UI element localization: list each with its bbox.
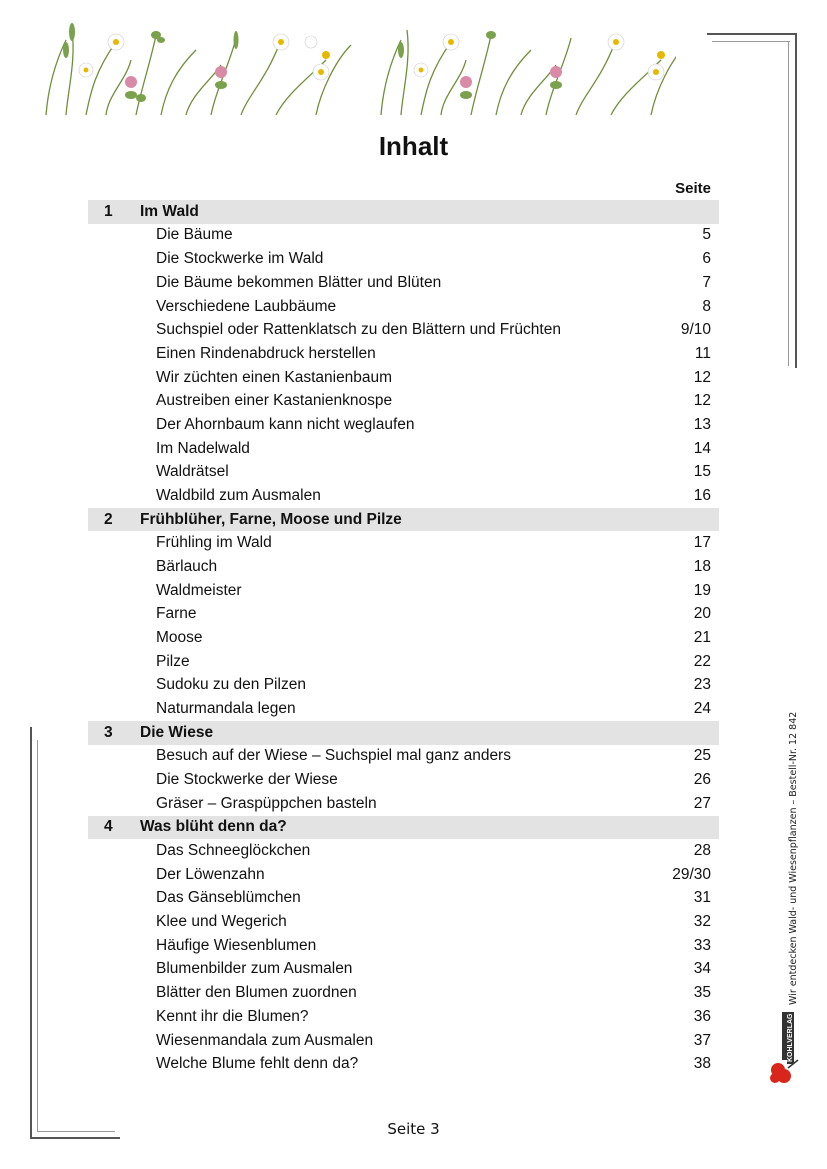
frame-top-right-inner-vertical [788, 41, 789, 366]
toc-entry-title: Pilze [156, 652, 190, 670]
toc-entry-title: Blumenbilder zum Ausmalen [156, 960, 353, 978]
toc-entry-page: 37 [693, 1031, 711, 1049]
toc-entry [88, 437, 719, 461]
toc-entry [88, 626, 719, 650]
toc-entry-title: Verschiedene Laubbäume [156, 297, 337, 315]
toc-entry-page: 34 [693, 960, 711, 978]
toc-entry-page: 6 [702, 250, 711, 268]
toc-entry-page: 8 [702, 297, 711, 315]
toc-entry-title: Gräser – Graspüppchen basteln [156, 794, 377, 812]
toc-entry-title: Die Stockwerke im Wald [156, 250, 324, 268]
page-number-footer: Seite 3 [387, 1120, 440, 1138]
section-row [88, 816, 719, 840]
toc-entry-title: Frühling im Wald [156, 534, 272, 552]
toc-entry-title: Waldmeister [156, 581, 242, 599]
toc-entry-page: 36 [693, 1007, 711, 1025]
toc-entry-page: 32 [693, 913, 711, 931]
section-row [88, 721, 719, 745]
toc-entry [88, 958, 719, 982]
toc-entry-title: Der Ahornbaum kann nicht weglaufen [156, 415, 415, 433]
toc-entry-page: 27 [693, 794, 711, 812]
toc-entry-page: 17 [693, 534, 711, 552]
toc-entry [88, 555, 719, 579]
toc-entry [88, 484, 719, 508]
toc-entry [88, 318, 719, 342]
toc-entry-page: 9/10 [680, 321, 711, 339]
toc-entry [88, 981, 719, 1005]
toc-entry [88, 697, 719, 721]
toc-entry [88, 366, 719, 390]
toc-entry-page: 14 [693, 439, 711, 457]
toc-entry-title: Wir züchten einen Kastanienbaum [156, 368, 393, 386]
toc-entry [88, 247, 719, 271]
toc-entry-page: 11 [694, 344, 711, 362]
toc-entry-page: 15 [693, 463, 711, 481]
toc-entry-page: 12 [693, 368, 711, 386]
toc-entry [88, 887, 719, 911]
page-title: Inhalt [378, 131, 449, 161]
toc-entry-title: Waldrätsel [156, 463, 229, 481]
toc-entry [88, 674, 719, 698]
toc-entry-title: Einen Rindenabdruck herstellen [156, 344, 376, 362]
frame-top-right-inner-horizontal [712, 41, 790, 42]
toc-entry [88, 910, 719, 934]
toc-entry-page: 24 [693, 700, 711, 718]
toc-entry-title: Die Bäume [156, 226, 233, 244]
toc-entry-title: Sudoku zu den Pilzen [156, 676, 306, 694]
toc-entry-page: 20 [693, 605, 711, 623]
toc-entry-page: 21 [693, 629, 711, 647]
toc-entry-page: 12 [693, 392, 711, 410]
section-row [88, 200, 719, 224]
toc-entry-title: Kennt ihr die Blumen? [156, 1007, 309, 1025]
toc-entry-page: 7 [702, 273, 711, 291]
publisher-logo-text: KOHLVERLAG [787, 1013, 794, 1062]
frame-top-right-horizontal [707, 33, 797, 35]
toc-entry-title: Farne [156, 605, 197, 623]
frame-top-right-vertical [795, 33, 797, 368]
toc-entry-title: Das Gänseblümchen [156, 889, 301, 907]
toc-entry-page: 25 [693, 747, 711, 765]
toc-entry [88, 1052, 719, 1076]
toc-entry [88, 603, 719, 627]
table-of-contents [88, 200, 719, 1076]
toc-entry [88, 295, 719, 319]
toc-entry-title: Moose [156, 629, 203, 647]
section-number: 1 [104, 202, 113, 220]
page-column-header: Seite [675, 180, 711, 197]
section-title: Im Wald [140, 202, 199, 220]
frame-bottom-left-inner-vertical [37, 740, 38, 1132]
toc-entry-title: Bärlauch [156, 557, 218, 575]
section-row [88, 508, 719, 532]
toc-entry-title: Häufige Wiesenblumen [156, 936, 317, 954]
toc-entry-page: 13 [693, 415, 711, 433]
toc-entry-title: Austreiben einer Kastanienknospe [156, 392, 393, 410]
toc-entry-title: Die Bäume bekommen Blätter und Blüten [156, 273, 442, 291]
toc-entry [88, 863, 719, 887]
toc-entry-title: Der Löwenzahn [156, 865, 265, 883]
section-title: Frühblüher, Farne, Moose und Pilze [140, 510, 402, 528]
toc-entry [88, 579, 719, 603]
section-title: Die Wiese [140, 723, 214, 741]
toc-entry-title: Klee und Wegerich [156, 913, 287, 931]
toc-entry-page: 35 [693, 984, 711, 1002]
toc-entry [88, 342, 719, 366]
toc-entry-page: 31 [693, 889, 711, 907]
toc-entry-page: 33 [693, 936, 711, 954]
toc-entry-title: Naturmandala legen [156, 700, 296, 718]
toc-entry [88, 389, 719, 413]
toc-entry [88, 460, 719, 484]
toc-entry-page: 28 [693, 842, 711, 860]
side-order-info: Wir entdecken Wald- und Wiesenpflanzen – Bestell-Nr. 12 842 [788, 711, 799, 1005]
section-title: Was blüht denn da? [140, 818, 287, 836]
toc-entry-page: 16 [693, 487, 711, 504]
toc-entry [88, 271, 719, 295]
toc-entry [88, 413, 719, 437]
toc-entry-title: Die Stockwerke der Wiese [156, 771, 338, 789]
toc-entry-title: Suchspiel oder Rattenklatsch zu den Blättern und Früchten [156, 321, 561, 339]
toc-entry [88, 650, 719, 674]
toc-entry-page: 22 [693, 652, 711, 670]
toc-entry [88, 531, 719, 555]
section-number: 4 [104, 818, 113, 836]
toc-entry-page: 38 [693, 1055, 711, 1073]
toc-entry [88, 745, 719, 769]
toc-entry-title: Im Nadelwald [156, 439, 250, 457]
toc-entry-page: 29/30 [672, 865, 711, 883]
toc-entry-page: 5 [702, 226, 711, 244]
toc-entry [88, 1029, 719, 1053]
toc-entry-title: Blätter den Blumen zuordnen [156, 984, 357, 1002]
toc-entry [88, 1005, 719, 1029]
section-number: 3 [104, 723, 113, 741]
toc-entry [88, 768, 719, 792]
section-number: 2 [104, 510, 113, 528]
toc-entry-page: 26 [693, 771, 711, 789]
toc-entry-title: Waldbild zum Ausmalen [156, 487, 321, 504]
flower-banner-illustration [36, 20, 676, 118]
toc-entry-title: Besuch auf der Wiese – Suchspiel mal ganz anders [156, 747, 511, 765]
publisher-logo-icon [768, 1012, 802, 1084]
toc-entry-title: Welche Blume fehlt denn da? [156, 1055, 359, 1073]
toc-entry [88, 839, 719, 863]
toc-entry-page: 23 [693, 676, 711, 694]
toc-entry [88, 934, 719, 958]
toc-entry [88, 792, 719, 816]
toc-entry-title: Wiesenmandala zum Ausmalen [156, 1031, 374, 1049]
frame-bottom-left-vertical [30, 727, 32, 1139]
toc-entry-title: Das Schneeglöckchen [156, 842, 311, 860]
toc-entry-page: 19 [693, 581, 711, 599]
toc-entry [88, 224, 719, 248]
toc-entry-page: 18 [693, 557, 711, 575]
